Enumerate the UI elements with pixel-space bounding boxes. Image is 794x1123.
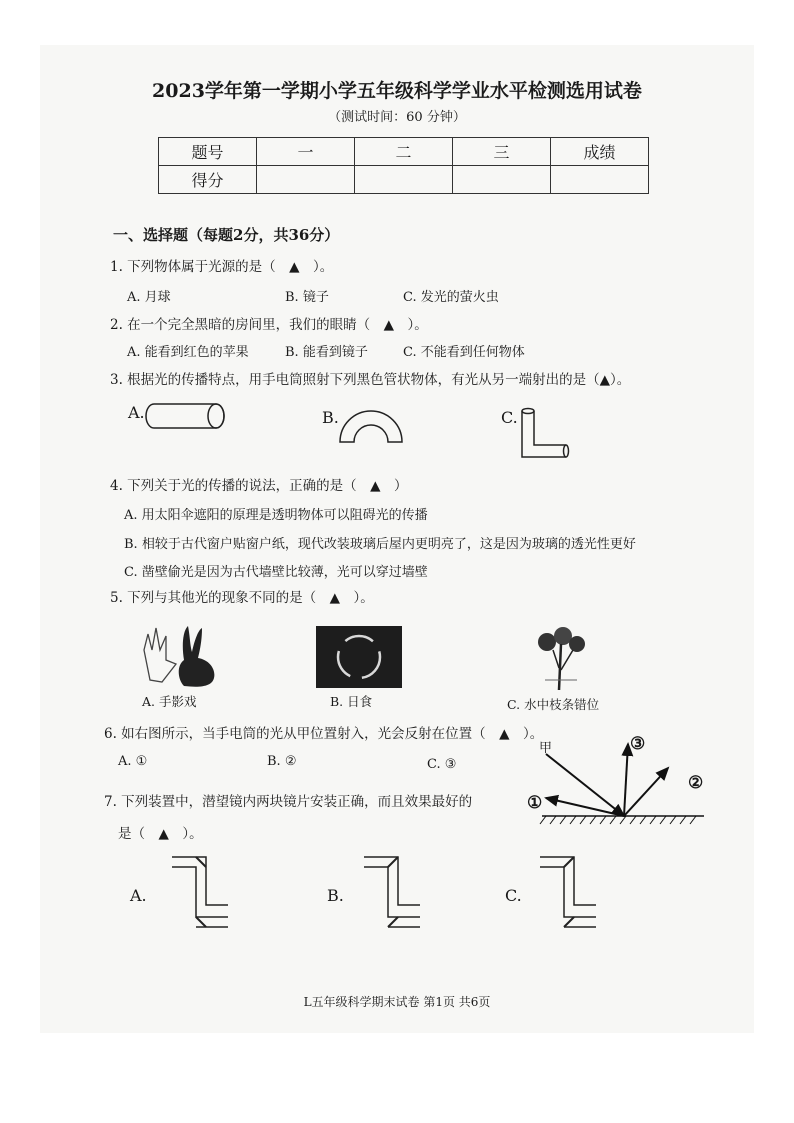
score-header-cell: 二 [355, 138, 453, 166]
q5-option-a: A. 手影戏 [142, 694, 197, 709]
q1-option-a: A. 月球 [127, 290, 171, 305]
periscope-a-figure [170, 855, 232, 937]
q3-option-a-label: A. [128, 403, 145, 422]
score-header-cell: 三 [453, 138, 551, 166]
eclipse-figure [316, 626, 402, 688]
q5-option-b: B. 日食 [330, 694, 373, 709]
position-2-mark: ② [688, 773, 704, 793]
page-footer: L五年级科学期末试卷 第1页 共6页 [303, 995, 491, 1009]
position-3-mark: ③ [630, 734, 646, 754]
score-cell [453, 166, 551, 194]
q7-option-a-label: A. [130, 886, 147, 905]
exam-duration: （测试时间：60 分钟） [328, 110, 466, 125]
q4-option-b: B. 相较于古代窗户贴窗户纸，现代改装玻璃后屋内更明亮了，这是因为玻璃的透光性更好 [124, 537, 636, 552]
q1-option-c: C. 发光的萤火虫 [403, 290, 499, 305]
question-2: 2. 在一个完全黑暗的房间里，我们的眼睛（ ▲ ）。 [110, 317, 428, 333]
question-7: 7. 下列装置中，潜望镜内两块镜片安装正确，而且效果最好的 [104, 794, 473, 810]
score-table [158, 137, 649, 194]
q4-option-c: C. 凿壁偷光是因为古代墙壁比较薄，光可以穿过墙壁 [124, 565, 428, 580]
question-7-continued: 是（ ▲ ）。 [118, 826, 203, 842]
position-jia-label: 甲 [539, 741, 553, 756]
question-6: 6. 如右图所示，当手电筒的光从甲位置射入，光会反射在位置（ ▲ ）。 [104, 726, 544, 742]
score-row-label: 得分 [159, 166, 257, 194]
score-table-score-row [159, 166, 649, 194]
score-cell [257, 166, 355, 194]
q3-option-b-label: B. [322, 408, 339, 427]
q2-option-a: A. 能看到红色的苹果 [127, 345, 249, 360]
periscope-c-figure [538, 855, 600, 937]
q2-option-b: B. 能看到镜子 [285, 345, 368, 360]
question-1: 1. 下列物体属于光源的是（ ▲ ）。 [110, 259, 334, 275]
q6-option-c: C. ③ [427, 757, 457, 772]
q3-option-c-label: C. [501, 408, 518, 427]
q4-option-a: A. 用太阳伞遮阳的原理是透明物体可以阻碍光的传播 [124, 508, 428, 523]
question-3: 3. 根据光的传播特点，用手电筒照射下列黑色管状物体，有光从另一端射出的是（▲）。 [110, 372, 631, 388]
exam-title: 2023学年第一学期小学五年级科学学业水平检测选用试卷 [152, 80, 642, 102]
question-4: 4. 下列关于光的传播的说法，正确的是（ ▲ ） [110, 478, 408, 494]
q2-option-c: C. 不能看到任何物体 [403, 345, 525, 360]
score-header-cell: 成绩 [551, 138, 649, 166]
score-table-header-row [159, 138, 649, 166]
curved-tube-figure [338, 406, 404, 444]
q6-option-a: A. ① [118, 754, 148, 769]
q7-option-b-label: B. [327, 886, 344, 905]
periscope-b-figure [362, 855, 424, 937]
section-heading-choice: 一、选择题（每题2分，共36分） [113, 226, 340, 244]
score-cell [355, 166, 453, 194]
question-5: 5. 下列与其他光的现象不同的是（ ▲ ）。 [110, 590, 374, 606]
hand-shadow-figure [132, 620, 224, 690]
position-1-mark: ① [527, 793, 543, 813]
q1-option-b: B. 镜子 [285, 290, 329, 305]
score-header-cell: 题号 [159, 138, 257, 166]
straight-tube-figure [146, 402, 228, 430]
branch-in-water-figure [531, 628, 591, 692]
q7-option-c-label: C. [505, 886, 522, 905]
score-header-cell: 一 [257, 138, 355, 166]
bent-tube-figure [518, 407, 574, 465]
q6-option-b: B. ② [267, 754, 297, 769]
q5-option-c: C. 水中枝条错位 [507, 697, 600, 712]
reflection-diagram [528, 732, 708, 832]
score-cell [551, 166, 649, 194]
